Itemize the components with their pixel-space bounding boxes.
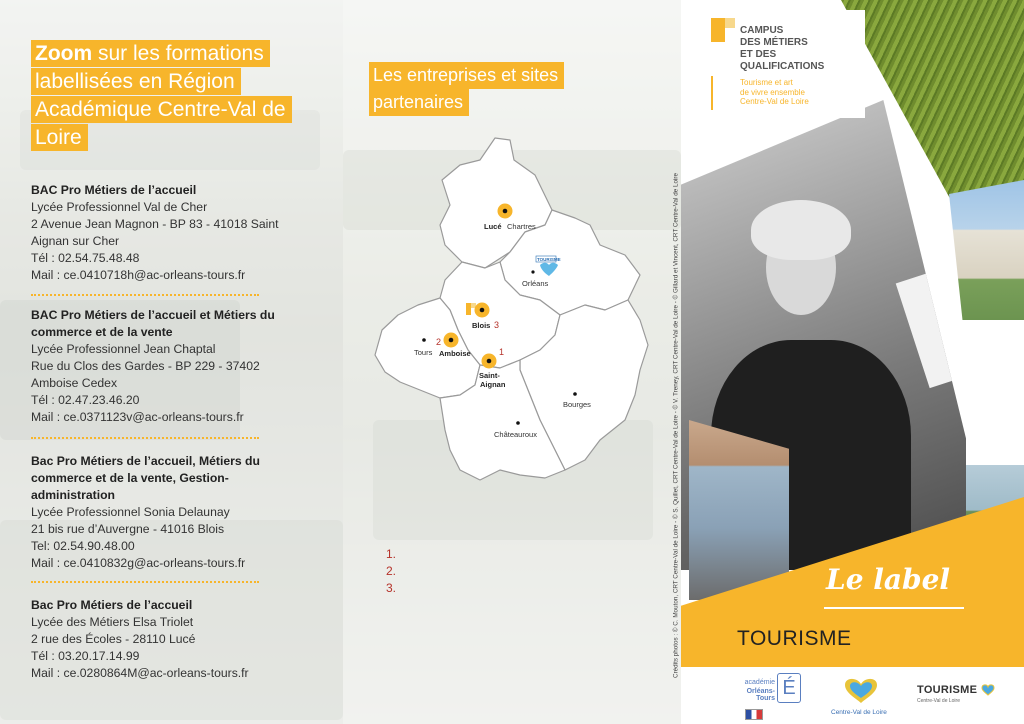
map-label-chateauroux: Châteauroux [494,430,537,439]
formation-entry-2 [31,307,316,426]
entry-phone: Tél : 02.47.23.46.20 [31,393,140,407]
academie-logo-line1: académie [744,679,775,686]
map-dot-amboise [449,338,454,343]
entry-line: Lycée des Métiers Elsa Triolet [31,615,194,629]
le-label-title: Le label [826,563,951,596]
entry-title: Bac Pro Métiers de l’accueil [31,598,193,612]
dotted-separator [31,581,259,583]
entry-line: Lycée Professionnel Jean Chaptal [31,342,216,356]
entry-phone: Tel: 02.54.90.48.00 [31,539,135,553]
map-label-chartres: Chartres [507,222,536,231]
entry-line: 2 Avenue Jean Magnon - BP 83 - 41018 Saint [31,217,279,231]
list-item: 3. [386,581,397,595]
photo-credits-text: Crédits photos : © C. Mouton, CRT Centre-Val de Loire - © S. Quillet, CRT Centre-Val de Loire - © V. Treney, CRT Centre-Val de Loire - © Gillard et Vincent, CRT Centre-Val de Loire [672,173,680,678]
map-label-luce: Lucé [484,222,502,231]
partner-logos [681,667,1024,724]
region-logo-text: Centre-Val de Loire [831,709,887,716]
map-tourisme-badge-text: TOURISME [537,257,561,262]
entry-phone: Tél : 02.54.75.48.48 [31,251,140,265]
partners-heading-line-2: partenaires [369,89,469,116]
academie-logo-line2: Orléans-Tours [746,688,775,702]
map-label-bourges: Bourges [563,400,591,409]
entry-line: Lycée Professionnel Sonia Delaunay [31,505,230,519]
entry-mail[interactable]: Mail : ce.0410718h@ac-orleans-tours.fr [31,268,246,282]
marianne-flag-icon [745,709,763,720]
map-number-amboise: 2 [436,337,442,347]
formation-entry-4 [31,597,316,682]
photo-shop [689,420,789,600]
label-underline [824,607,964,609]
entry-line: Lycée Professionnel Val de Cher [31,200,208,214]
entry-mail[interactable]: Mail : ce.0371123v@ac-orleans-tours.fr [31,410,244,424]
dotted-separator [31,294,259,296]
list-item: 1. [386,547,397,561]
dotted-separator [31,437,259,439]
entry-title: Bac Pro Métiers de l’accueil, Métiers du [31,454,260,468]
tourisme-logo [917,681,997,717]
partners-list [386,546,396,597]
entry-line: Aignan sur Cher [31,234,120,248]
tourisme-logo-text: TOURISME [917,684,978,696]
map-dot-orleans [531,270,534,273]
map-label-aignan: Aignan [480,380,506,389]
entry-mail[interactable]: Mail : ce.0410832g@ac-orleans-tours.fr [31,556,246,570]
partners-heading-line-1: Les entreprises et sites [369,62,564,89]
map-dot-bourges [573,392,577,396]
region-map [370,130,660,495]
map-dot-tours [422,338,426,342]
photo-brochure [896,262,966,388]
formation-entry-3 [31,453,316,572]
entry-mail[interactable]: Mail : ce.0280864M@ac-orleans-tours.fr [31,666,249,680]
map-number-blois: 3 [494,320,500,330]
map-campus-icon [466,303,471,315]
map-dot-blois [480,308,485,313]
entry-line: 21 bis rue d’Auvergne - 41016 Blois [31,522,225,536]
map-label-tours: Tours [414,348,433,357]
map-dot-luce [503,209,508,214]
entry-title: commerce et de la vente, Gestion- [31,471,229,485]
tourisme-logo-tagline: Centre-Val de Loire [917,698,960,704]
formation-entry-1 [31,182,316,284]
entry-title: BAC Pro Métiers de l’accueil [31,183,197,197]
entry-line: Rue du Clos des Gardes - BP 229 - 37402 [31,359,260,373]
entry-title: administration [31,488,115,502]
photo-hair [751,200,851,260]
map-label-orleans: Orléans [522,279,549,288]
map-dot-saint-aignan [487,359,492,364]
heading-line-4: Loire [31,124,88,151]
list-item: 2. [386,564,397,578]
region-logo [831,675,891,721]
entry-title: commerce et de la vente [31,325,173,339]
photo-credits [668,150,682,710]
entry-line: 2 rue des Écoles - 28110 Lucé [31,632,196,646]
map-label-amboise: Amboise [439,349,471,358]
map-number-aignan: 1 [499,347,505,357]
heading-line-3: Académique Centre-Val de [31,96,292,123]
map-dot-chateauroux [516,421,520,425]
entry-phone: Tél : 03.20.17.14.99 [31,649,140,663]
entry-line: Amboise Cedex [31,376,118,390]
map-label-blois: Blois [472,321,491,330]
region-heart-icon [841,675,881,705]
photo-chateau [949,180,1024,320]
heading-line-1: sur les formations [92,42,264,65]
campus-logo-icon [711,18,725,42]
campus-logo-title: CAMPUS DES MÉTIERS ET DES QUALIFICATIONS [740,25,825,72]
heading-line-2: labellisées en Région [31,68,241,95]
campus-logo-subtitle: Tourisme et art de vivre ensemble Centre-Val de Loire [740,78,809,106]
entry-title: BAC Pro Métiers de l’accueil et Métiers du [31,308,275,322]
zoom-word: Zoom [35,42,93,65]
map-label-saint: Saint- [479,371,500,380]
academie-logo: É académie Orléans-Tours [731,673,803,719]
tourisme-heart-icon [981,684,995,696]
tourisme-title: TOURISME [737,627,852,650]
